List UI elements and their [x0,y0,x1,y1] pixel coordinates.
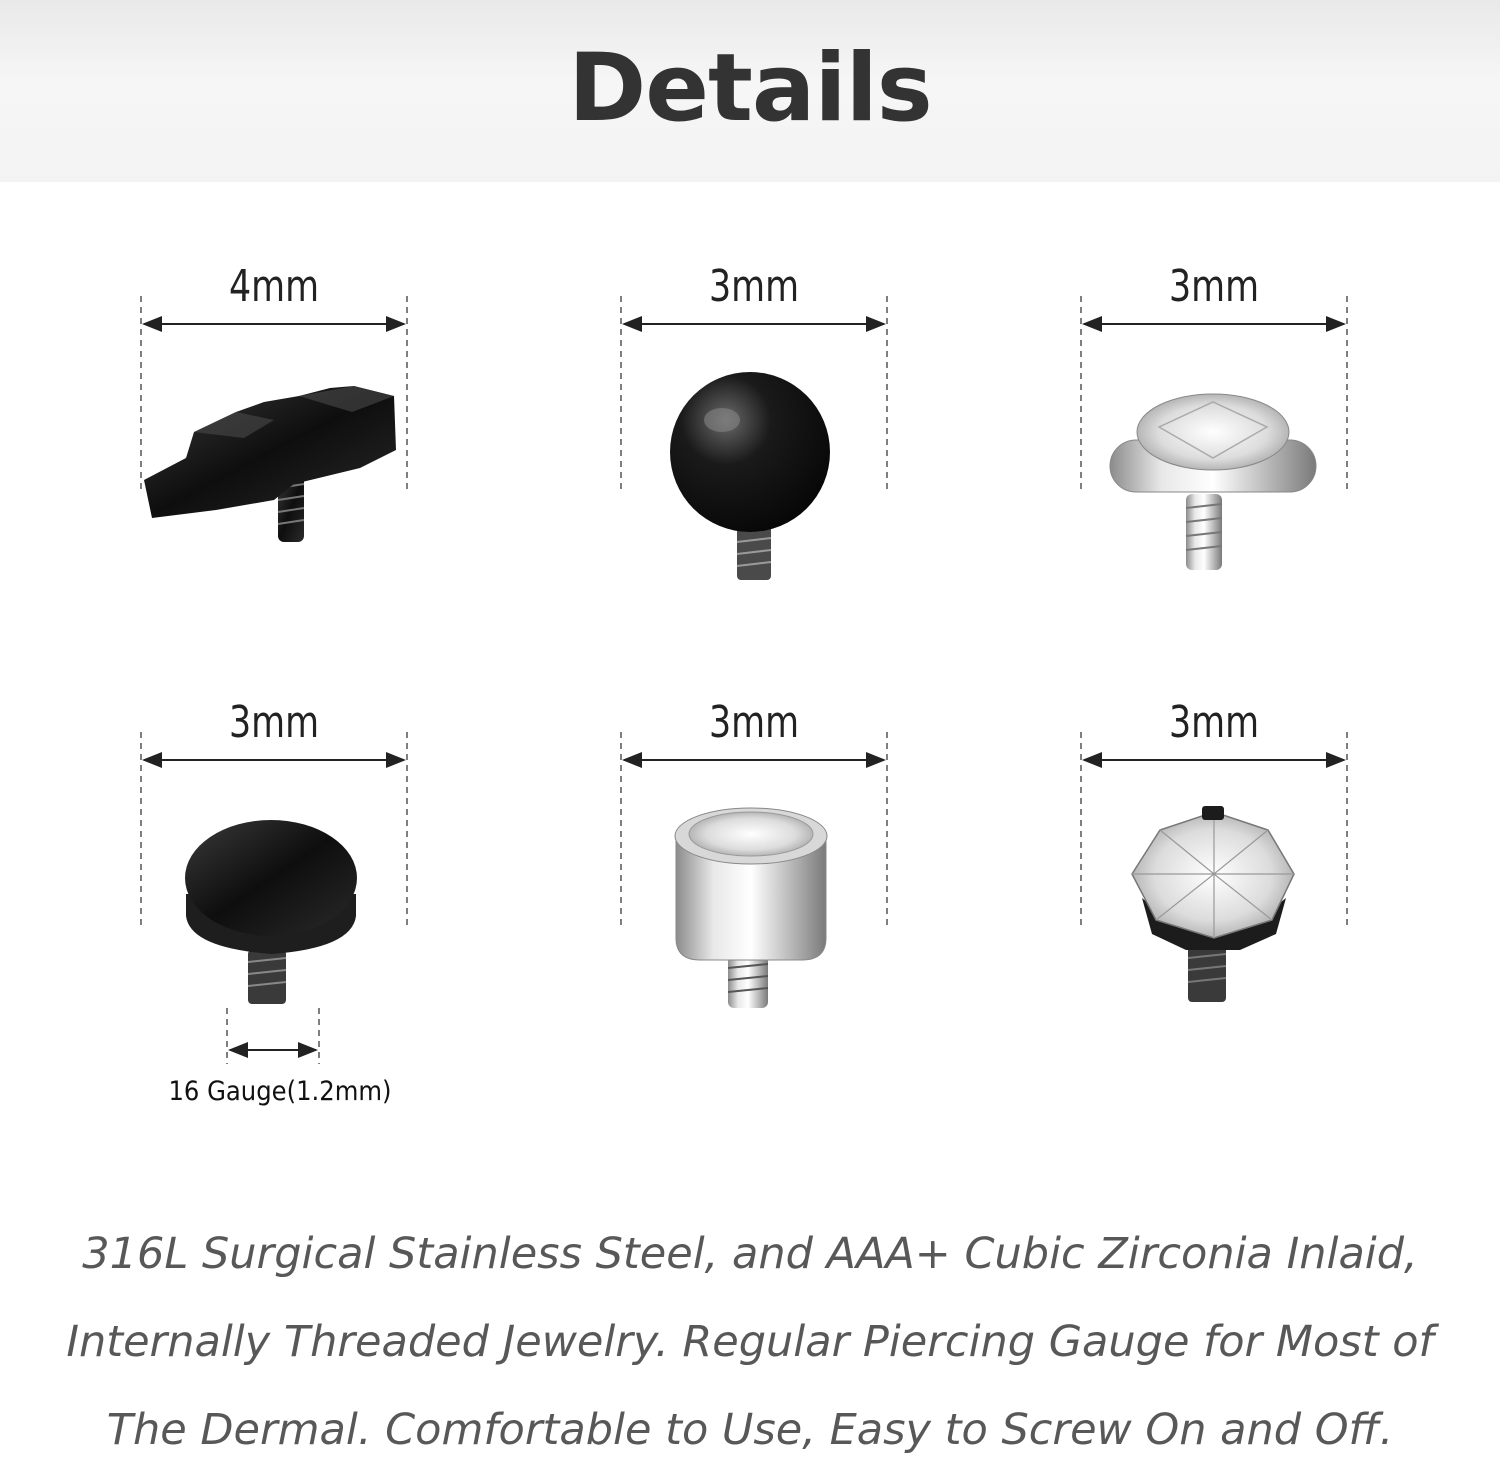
item-ball-top [604,262,904,592]
product-description [0,1210,1500,1474]
cylinder-gem-top-illustration [604,698,904,1028]
item-cross-top [124,262,424,592]
cross-top-illustration [124,262,424,562]
page-title: Details [568,34,932,143]
item-bezel-gem-top [1064,262,1364,592]
size-label: 4mm [228,261,320,312]
description-line: Internally Threaded Jewelry. Regular Piercing Gauge for Most of [66,1317,1434,1367]
description-line: The Dermal. Comfortable to Use, Easy to Screw On and Off. [106,1405,1394,1455]
item-flat-disc-top [124,698,424,1028]
header-banner [0,0,1500,182]
description-line: 316L Surgical Stainless Steel, and AAA+ Cubic Zirconia Inlaid, [82,1229,1418,1279]
item-cylinder-gem-top [604,698,904,1028]
gauge-dimension-marker [210,1006,350,1066]
prong-gem-top-illustration [1064,698,1364,1028]
size-label: 3mm [1168,261,1260,312]
size-label: 3mm [228,697,320,748]
size-label: 3mm [708,261,800,312]
size-label: 3mm [708,697,800,748]
bezel-gem-top-illustration [1064,262,1364,592]
size-label: 3mm [1168,697,1260,748]
flat-disc-top-illustration [124,698,424,1028]
gauge-label: 16 Gauge(1.2mm) [168,1076,392,1107]
ball-top-illustration [604,262,904,592]
item-prong-gem-top [1064,698,1364,1028]
